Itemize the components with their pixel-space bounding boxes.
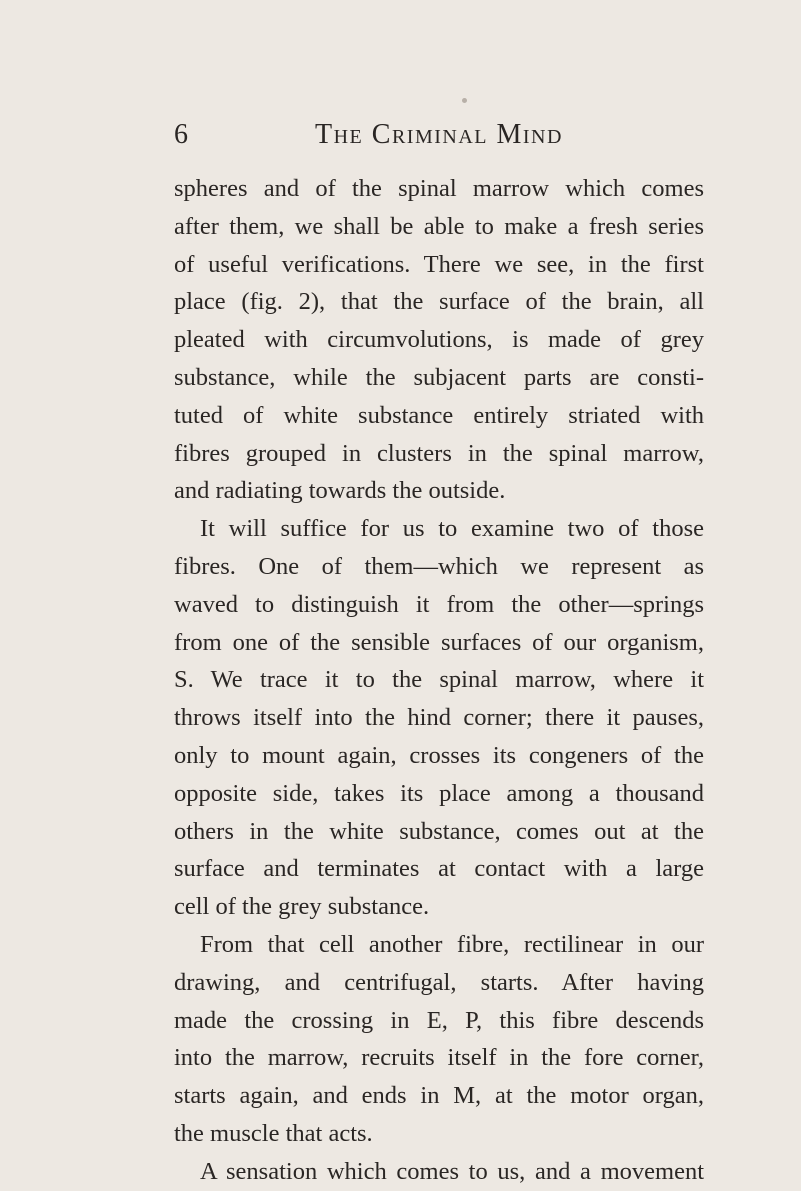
text-line: after them, we shall be able to make a fresh series <box>174 212 704 240</box>
text-line: fibres. One of them—which we represent as <box>174 552 704 580</box>
text-line: from one of the sensible surfaces of our organism, <box>174 628 704 656</box>
text-line: It will suffice for us to examine two of those <box>200 515 704 543</box>
text-line: surface and terminates at contact with a large <box>174 855 704 883</box>
text-line: spheres and of the spinal marrow which comes <box>174 175 704 202</box>
text-line: starts again, and ends in M, at the motor organ, <box>174 1082 704 1110</box>
text-line: place (fig. 2), that the surface of the brain, all <box>174 288 704 316</box>
text-line: only to mount again, crosses its congeners of the <box>174 741 704 769</box>
page-number: 6 <box>174 119 188 150</box>
text-line: From that cell another fibre, rectilinear in our <box>200 930 704 958</box>
text-line: cell of the grey substance. <box>174 893 430 921</box>
text-line: waved to distinguish it from the other—springs <box>174 590 704 618</box>
running-header <box>174 118 704 152</box>
text-line: tuted of white substance entirely striated with <box>174 401 704 429</box>
text-line: S. We trace it to the spinal marrow, where it <box>174 666 704 694</box>
ink-speck <box>462 98 467 103</box>
text-line: throws itself into the hind corner; there it pauses, <box>174 704 704 732</box>
text-line: opposite side, takes its place among a thousand <box>174 779 704 807</box>
text-line: and radiating towards the outside. <box>174 477 506 505</box>
text-line: fibres grouped in clusters in the spinal marrow, <box>174 439 704 467</box>
text-line: made the crossing in E, P, this fibre descends <box>174 1006 704 1034</box>
text-line: into the marrow, recruits itself in the fore corner, <box>174 1044 704 1072</box>
body-text <box>174 170 704 1191</box>
text-line: the muscle that acts. <box>174 1119 373 1147</box>
text-line: substance, while the subjacent parts are consti- <box>174 363 704 391</box>
text-line: of useful verifications. There we see, in the first <box>174 250 704 278</box>
text-line: pleated with circumvolutions, is made of grey <box>174 326 704 354</box>
text-line: drawing, and centrifugal, starts. After having <box>174 968 704 996</box>
text-line: A sensation which comes to us, and a movement <box>200 1157 704 1185</box>
text-line: others in the white substance, comes out at the <box>174 817 704 845</box>
running-title: The Criminal Mind <box>315 119 563 150</box>
